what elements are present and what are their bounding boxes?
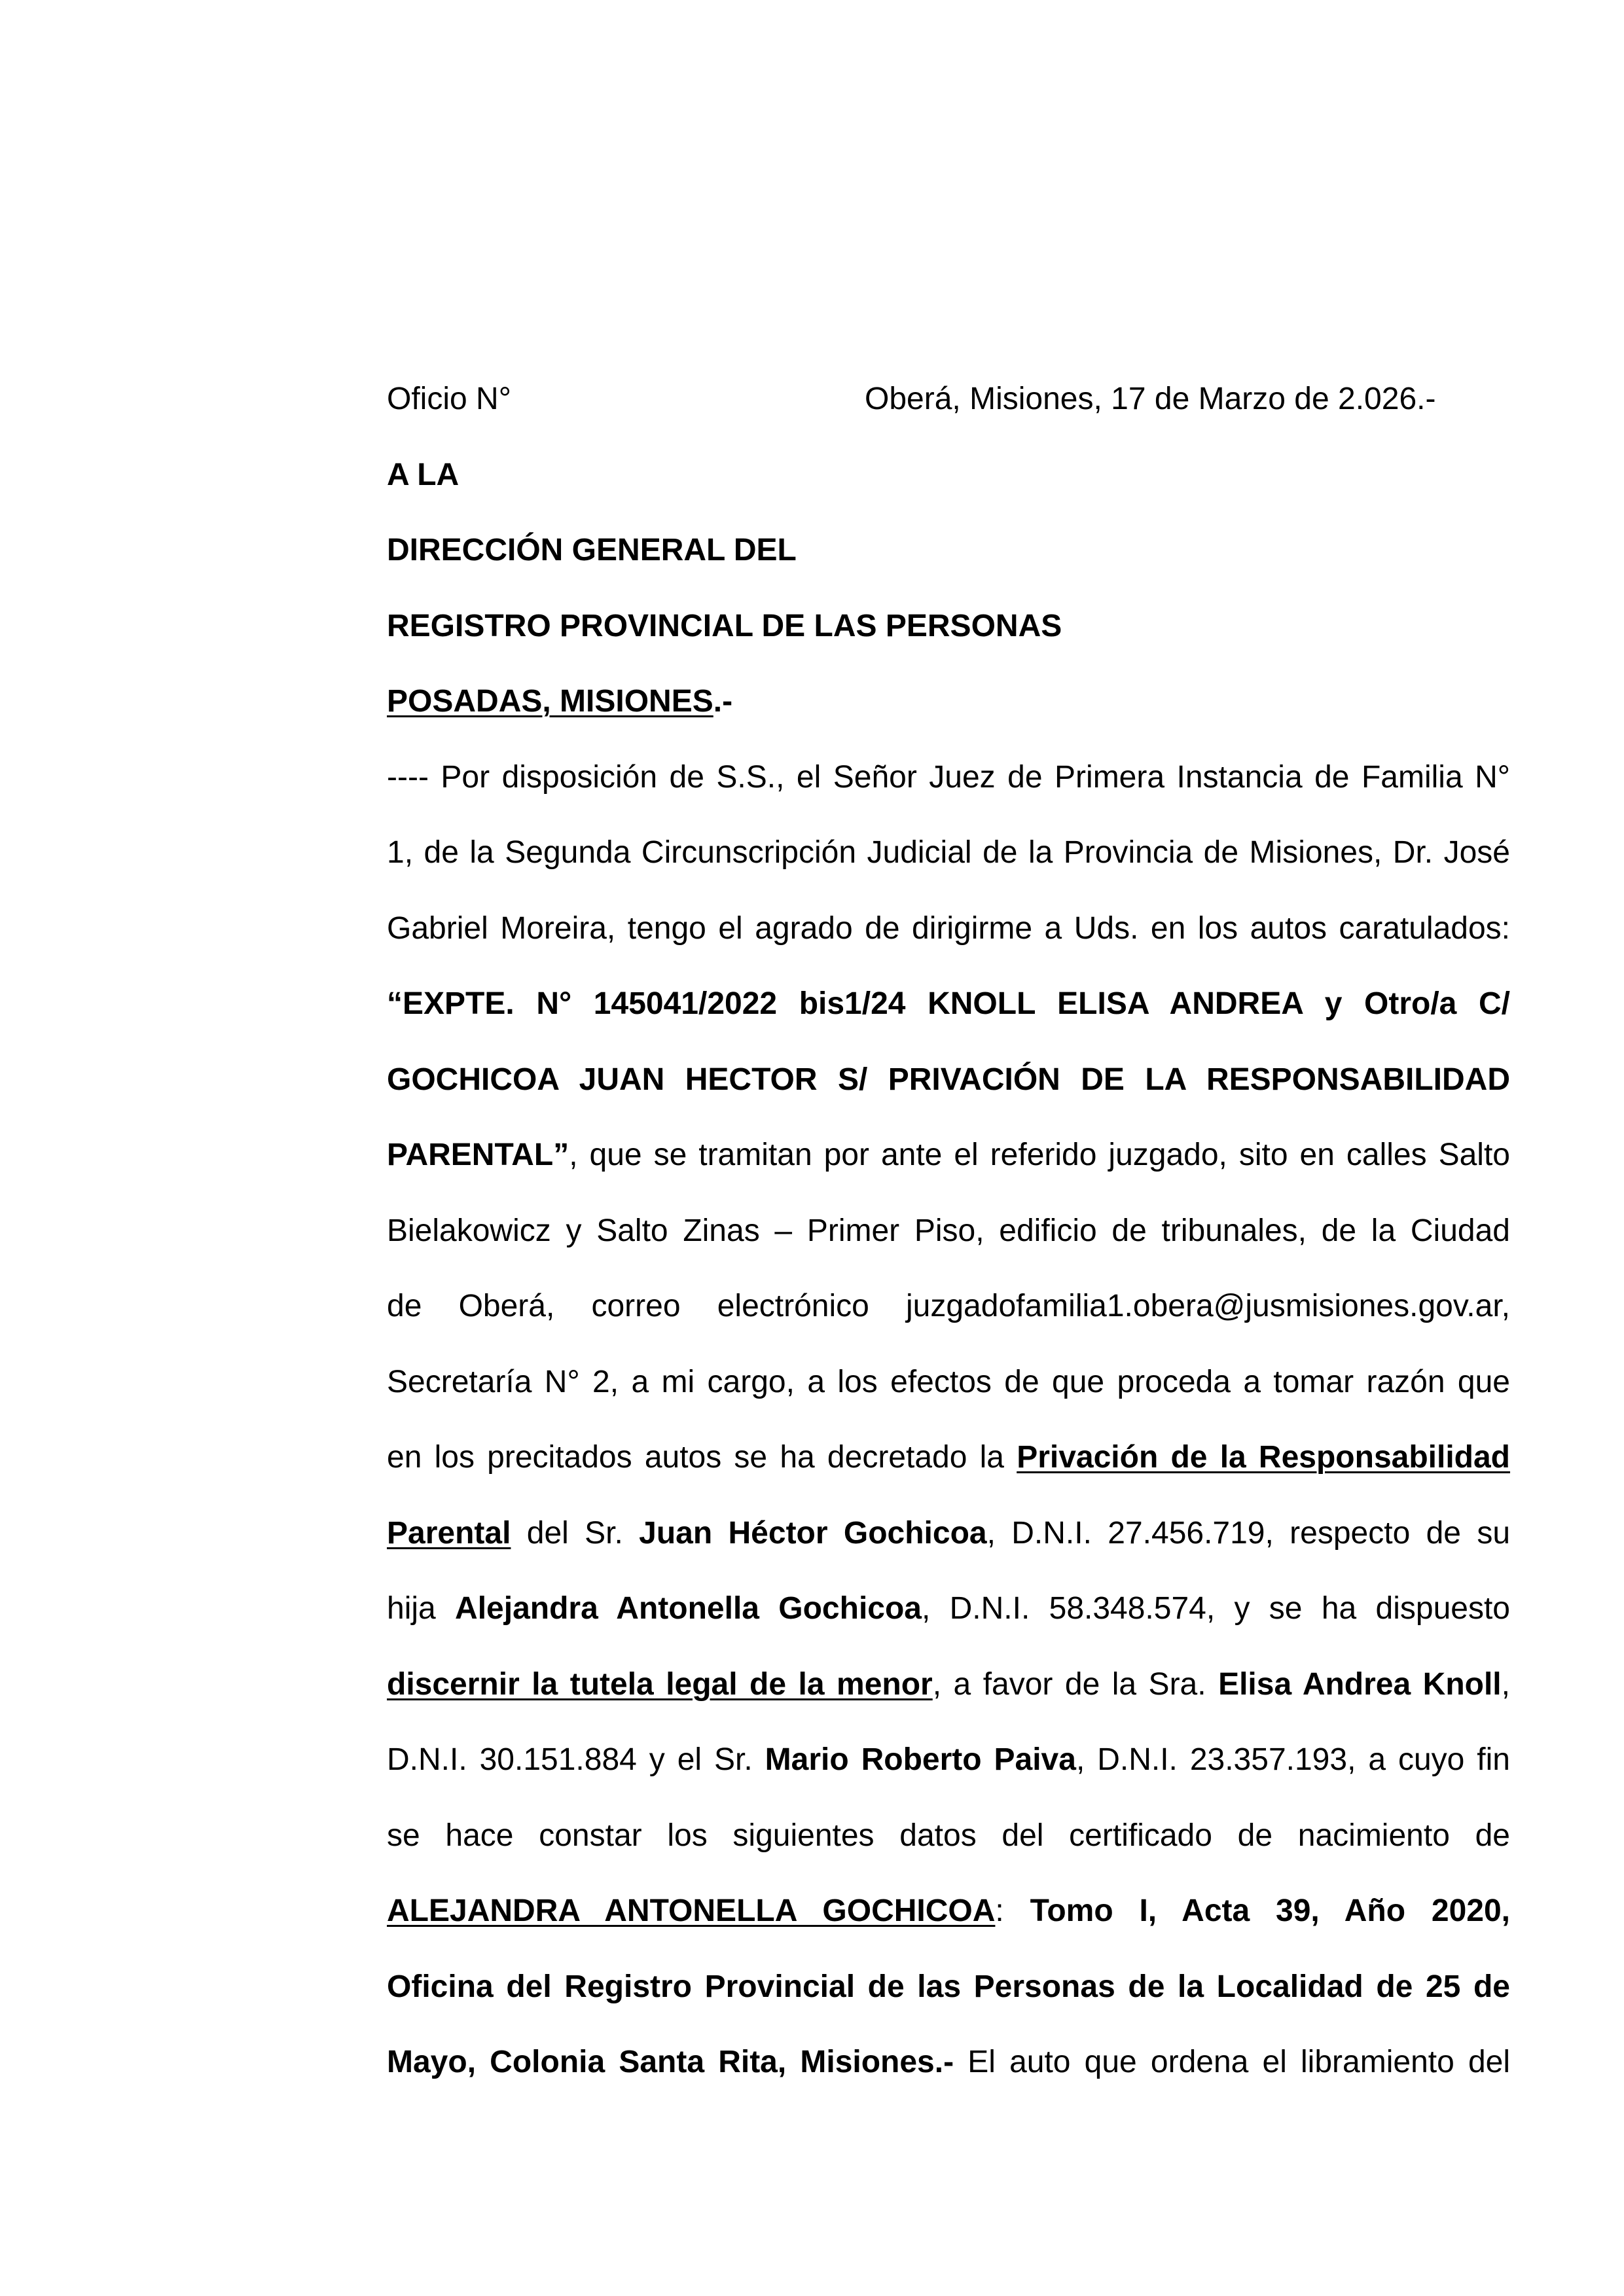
birth-record-place: Mayo, Colonia Santa Rita, Misiones.-: [387, 2045, 954, 2079]
body-line-15: se hace constar los siguientes datos del certificado de nacimiento de: [387, 1818, 1510, 1853]
guardian-name-1: Elisa Andrea Knoll: [1218, 1666, 1502, 1702]
body-line-5: GOCHICOA JUAN HECTOR S/ PRIVACIÓN DE LA RESPONSABILIDAD: [387, 1062, 1510, 1097]
body-line-9: Secretaría N° 2, a mi cargo, a los efectos de que proceda a tomar razón que: [387, 1364, 1510, 1399]
body-line-13-mid: , a favor de la Sra.: [932, 1666, 1219, 1702]
decree-title-end: Parental: [387, 1515, 511, 1551]
guardianship-decree: discernir la tutela legal de la menor: [387, 1666, 933, 1702]
birth-record-data: Tomo I, Acta 39, Año 2020,: [1030, 1893, 1510, 1928]
body-line-8: de Oberá, correo electrónico juzgadofamilia1.obera@jusmisiones.gov.ar,: [387, 1289, 1510, 1323]
body-line-10-text: en los precitados autos se ha decretado la: [387, 1440, 1017, 1475]
body-line-14-text: , D.N.I. 23.357.193, a cuyo fin: [1075, 1742, 1510, 1777]
addressee-line-4: [387, 686, 1510, 762]
body-line-12-text: , D.N.I. 58.348.574, y se ha dispuesto: [922, 1591, 1510, 1626]
body-line-14-pre: D.N.I. 30.151.884 y el Sr.: [387, 1742, 765, 1777]
body-line-16-colon: :: [995, 1893, 1030, 1928]
child-name: Alejandra Antonella Gochicoa: [455, 1591, 922, 1626]
body-line-2: 1, de la Segunda Circunscripción Judicial de la Provincia de Misiones, Dr. José: [387, 835, 1510, 870]
body-line-6-text: , que se tramitan por ante el referido juzgado, sito en calles Salto: [569, 1138, 1510, 1172]
body-line-7: Bielakowicz y Salto Zinas – Primer Piso, edificio de tribunales, de la Ciudad: [387, 1213, 1510, 1248]
body-line-11-mid: del Sr.: [511, 1515, 640, 1551]
body-line-16: [387, 1895, 1510, 1971]
header-line: [387, 384, 1510, 459]
place-date: Oberá, Misiones, 17 de Marzo de 2.026.-: [865, 382, 1436, 416]
office-number-label: Oficio N°: [387, 382, 511, 416]
addressee-city: POSADAS, MISIONES: [387, 684, 713, 719]
decree-title: Privación de la Responsabilidad: [1017, 1440, 1511, 1475]
body-line-3: Gabriel Moreira, tengo el agrado de dirigirme a Uds. en los autos caratulados:: [387, 910, 1510, 946]
body-line-14: [387, 1744, 1510, 1820]
body-line-13: [387, 1666, 1510, 1745]
case-title-end: PARENTAL”: [387, 1138, 569, 1172]
body-line-17: Oficina del Registro Provincial de las Personas de la Localidad de 25 de: [387, 1969, 1510, 2004]
body-line-1: ---- Por disposición de S.S., el Señor Juez de Primera Instancia de Familia N°: [387, 759, 1510, 795]
child-name-caps: ALEJANDRA ANTONELLA GOCHICOA: [387, 1893, 996, 1928]
addressee-line-1: A LA: [387, 457, 460, 492]
document-page: [387, 384, 1510, 2123]
body-line-6: [387, 1139, 1510, 1215]
body-line-4: “EXPTE. N° 145041/2022 bis1/24 KNOLL ELISA ANDREA y Otro/a C/: [387, 986, 1510, 1021]
father-name: Juan Héctor Gochicoa: [639, 1515, 987, 1551]
addressee-line-3: REGISTRO PROVINCIAL DE LAS PERSONAS: [387, 608, 1062, 643]
body-line-11: [387, 1515, 1511, 1594]
addressee-line-2: DIRECCIÓN GENERAL DEL: [387, 533, 797, 567]
guardian-name-2: Mario Roberto Paiva: [765, 1742, 1076, 1777]
body-line-12-pre: hija: [387, 1591, 456, 1626]
body-line-13-end: ,: [1501, 1666, 1510, 1702]
body-line-12: [387, 1593, 1510, 1669]
body-line-18-text: El auto que ordena el libramiento del: [954, 2045, 1511, 2079]
body-line-10: [387, 1442, 1510, 1518]
addressee-suffix: .-: [713, 684, 733, 719]
body-line-11-text: , D.N.I. 27.456.719, respecto de su: [986, 1515, 1511, 1551]
body-line-18: [387, 2047, 1510, 2123]
